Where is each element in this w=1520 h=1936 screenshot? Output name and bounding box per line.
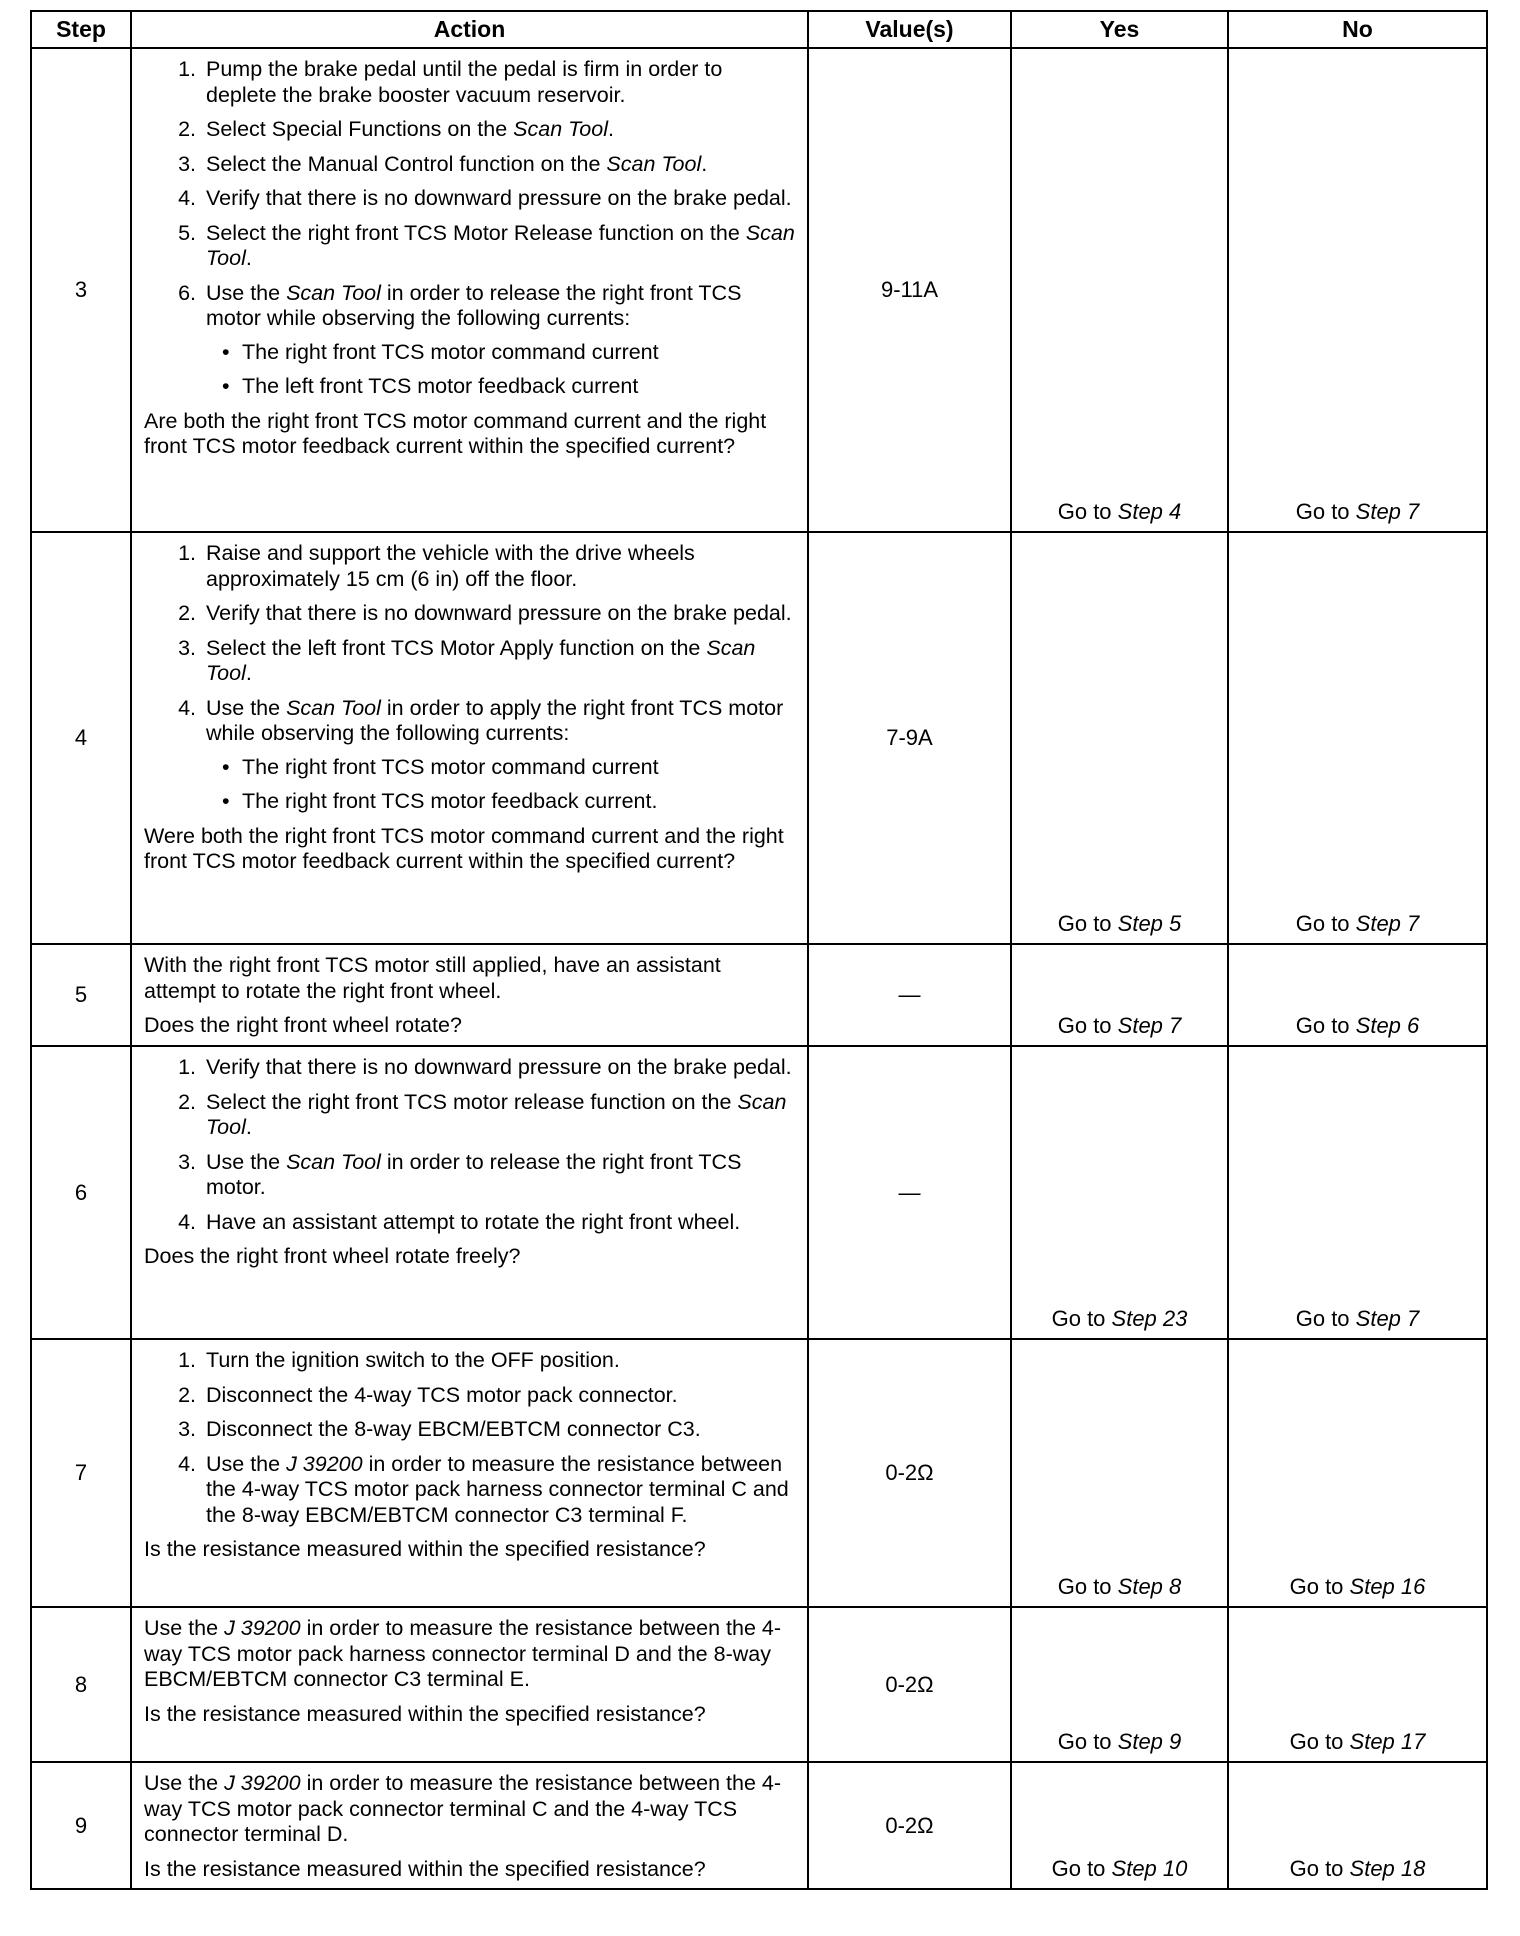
yes-cell: Go to Step 9 [1011,1607,1228,1762]
no-cell: Go to Step 7 [1228,1046,1487,1339]
no-step-link: Step 7 [1355,1306,1420,1331]
no-step-link: Step 6 [1355,1013,1420,1038]
action-item: 2. Verify that there is no downward pressure on the brake pedal. [202,601,797,627]
action-text: Use the J 39200 in order to measure the resistance between the 4-way TCS motor pack harness connector terminal D and the 8-way EBCM/EBTCM connector C3 terminal E. [144,1616,782,1691]
action-item: 4. Use the J 39200 in order to measure the resistance between the 4-way TCS motor pack harness connector terminal C and the 8-way EBCM/EBTCM connector C3 terminal F. [202,1452,797,1529]
yes-step-link: Step 23 [1111,1306,1188,1331]
bullet-item: • The right front TCS motor command current [242,340,797,366]
yes-cell: Go to Step 4 [1011,48,1228,532]
yes-step-link: Step 9 [1117,1729,1182,1754]
question-text: Are both the right front TCS motor command current and the right front TCS motor feedback current within the specified current? [144,408,767,458]
header-row [31,11,1487,48]
header-values: Value(s) [808,11,1011,48]
action-item: 6. Use the Scan Tool in order to release the right front TCS motor while observing the following currents: • The right front TCS motor command current • The left front TCS motor feedback current [202,281,797,400]
no-step-link: Step 7 [1355,499,1420,524]
action-item: 3. Use the Scan Tool in order to release the right front TCS motor. [202,1150,797,1201]
yes-step-link: Step 5 [1117,911,1182,936]
step-number: 8 [31,1607,131,1762]
action-item: 4. Verify that there is no downward pressure on the brake pedal. [202,186,797,212]
action-item: 3. Disconnect the 8-way EBCM/EBTCM connector C3. [202,1417,797,1443]
table-row [31,1607,1487,1762]
no-cell: Go to Step 17 [1228,1607,1487,1762]
no-step-link: Step 18 [1349,1856,1426,1881]
no-cell: Go to Step 18 [1228,1762,1487,1889]
question-text: Were both the right front TCS motor command current and the right front TCS motor feedback current within the specified current? [144,823,784,873]
value-cell: 9-11A [808,48,1011,532]
action-item: 4. Use the Scan Tool in order to apply the right front TCS motor while observing the following currents: • The right front TCS motor command current • The right front TCS motor feedback current. [202,696,797,815]
table-row [31,48,1487,532]
action-steps [144,1348,797,1528]
yes-cell: Go to Step 5 [1011,532,1228,944]
step-number: 3 [31,48,131,532]
current-list [206,340,797,400]
question-text: Does the right front wheel rotate? [144,1013,462,1037]
action-item: 3. Select the left front TCS Motor Apply function on the Scan Tool. [202,636,797,687]
yes-step-link: Step 7 [1117,1013,1182,1038]
no-cell: Go to Step 6 [1228,944,1487,1046]
yes-cell: Go to Step 7 [1011,944,1228,1046]
action-item: 5. Select the right front TCS Motor Release function on the Scan Tool. [202,221,797,272]
action-item: 2. Select the right front TCS motor release function on the Scan Tool. [202,1090,797,1141]
step-number: 4 [31,532,131,944]
table-row [31,944,1487,1046]
step-number: 9 [31,1762,131,1889]
action-steps [144,1055,797,1235]
action-item: 1. Verify that there is no downward pressure on the brake pedal. [202,1055,797,1081]
no-step-link: Step 7 [1355,911,1420,936]
current-list [206,755,797,815]
diagnostic-page [30,10,1486,1890]
step-number: 6 [31,1046,131,1339]
table-row [31,532,1487,944]
yes-step-link: Step 10 [1111,1856,1188,1881]
action-item: 2. Select Special Functions on the Scan Tool. [202,117,797,143]
step-number: 5 [31,944,131,1046]
value-cell: — [808,944,1011,1046]
yes-step-link: Step 4 [1117,499,1182,524]
value-cell: 0-2Ω [808,1339,1011,1607]
table-row [31,1046,1487,1339]
diagnostic-table [30,10,1488,1890]
action-item: 1. Pump the brake pedal until the pedal is firm in order to deplete the brake booster vacuum reservoir. [202,57,797,108]
no-cell: Go to Step 16 [1228,1339,1487,1607]
yes-step-link: Step 8 [1117,1574,1182,1599]
action-cell [131,1607,808,1762]
bullet-item: • The right front TCS motor command current [242,755,797,781]
action-steps [144,57,797,400]
bullet-item: • The left front TCS motor feedback current [242,374,797,400]
action-cell [131,944,808,1046]
action-text: Use the J 39200 in order to measure the resistance between the 4-way TCS motor pack connector terminal C and the 4-way TCS connector terminal D. [144,1771,782,1846]
action-cell [131,1339,808,1607]
no-cell: Go to Step 7 [1228,48,1487,532]
yes-cell: Go to Step 10 [1011,1762,1228,1889]
action-item: 3. Select the Manual Control function on the Scan Tool. [202,152,797,178]
value-cell: 0-2Ω [808,1762,1011,1889]
action-steps [144,541,797,815]
header-step: Step [31,11,131,48]
header-action: Action [131,11,808,48]
action-cell [131,1046,808,1339]
header-yes: Yes [1011,11,1228,48]
action-cell [131,532,808,944]
question-text: Is the resistance measured within the specified resistance? [144,1856,706,1881]
action-item: 1. Raise and support the vehicle with the drive wheels approximately 15 cm (6 in) off the floor. [202,541,797,592]
action-item: 2. Disconnect the 4-way TCS motor pack connector. [202,1383,797,1409]
question-text: Is the resistance measured within the specified resistance? [144,1537,706,1561]
no-step-link: Step 16 [1349,1574,1426,1599]
value-cell: 0-2Ω [808,1607,1011,1762]
question-text: Is the resistance measured within the specified resistance? [144,1701,706,1726]
action-cell [131,48,808,532]
question-text: Does the right front wheel rotate freely? [144,1244,521,1268]
yes-cell: Go to Step 23 [1011,1046,1228,1339]
value-cell: 7-9A [808,532,1011,944]
table-row [31,1762,1487,1889]
no-step-link: Step 17 [1349,1729,1426,1754]
yes-cell: Go to Step 8 [1011,1339,1228,1607]
action-text: With the right front TCS motor still applied, have an assistant attempt to rotate the right front wheel. [144,953,721,1003]
header-no: No [1228,11,1487,48]
bullet-item: • The right front TCS motor feedback current. [242,789,797,815]
action-cell [131,1762,808,1889]
step-number: 7 [31,1339,131,1607]
table-row [31,1339,1487,1607]
value-cell: — [808,1046,1011,1339]
action-item: 1. Turn the ignition switch to the OFF position. [202,1348,797,1374]
no-cell: Go to Step 7 [1228,532,1487,944]
action-item: 4. Have an assistant attempt to rotate the right front wheel. [202,1210,797,1236]
